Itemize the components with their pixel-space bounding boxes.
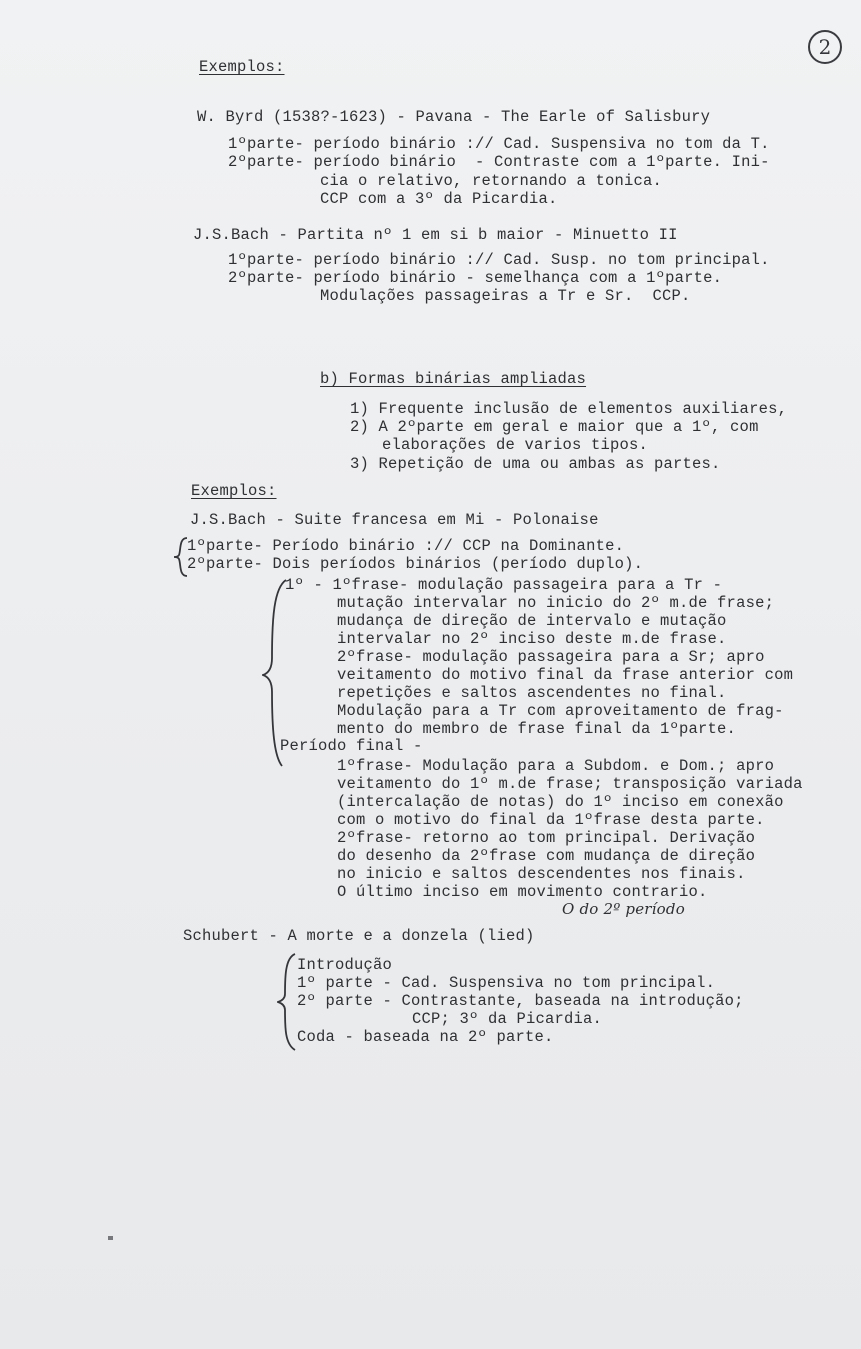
text-line-bach2-9: mento do membro de frase final da 1ºparte.: [337, 720, 737, 738]
text-line-bach2-title: J.S.Bach - Suite francesa em Mi - Polonaise: [190, 511, 599, 529]
text-line-byrd-title: W. Byrd (1538?-1623) - Pavana - The Earle of Salisbury: [197, 108, 711, 126]
text-line-bach1-p2: 2ºparte- período binário - semelhança com a 1ºparte.: [228, 269, 723, 287]
text-line-exemplos-2: Exemplos:: [191, 482, 277, 500]
text-line-pf-1: 1ºfrase- Modulação para a Subdom. e Dom.; apro: [337, 757, 775, 775]
text-line-bach2-4: intervalar no 2º inciso deste m.de frase.: [337, 630, 727, 648]
text-line-schubert-2: 1º parte - Cad. Suspensiva no tom principal.: [297, 974, 716, 992]
text-line-schubert-1: Introdução: [297, 956, 393, 974]
text-line-bach1-p2b: Modulações passageiras a Tr e Sr. CCP.: [320, 287, 691, 305]
text-line-bach2-7: repetições e saltos ascendentes no final.: [337, 684, 727, 702]
text-line-pf-title: Período final -: [280, 737, 423, 755]
text-line-schubert-5: Coda - baseada na 2º parte.: [297, 1028, 554, 1046]
text-line-byrd-p2c: CCP com a 3º da Picardia.: [320, 190, 558, 208]
text-line-b-2: 2) A 2ºparte em geral e maior que a 1º, com: [350, 418, 759, 436]
text-line-pf-5: 2ºfrase- retorno ao tom principal. Derivação: [337, 829, 756, 847]
text-line-bach2-6: veitamento do motivo final da frase anterior com: [337, 666, 794, 684]
text-line-bach2-p2: 2ºparte- Dois períodos binários (período duplo).: [187, 555, 644, 573]
text-line-pf-hand: O do 2º período: [562, 900, 685, 918]
text-line-pf-8: O último inciso em movimento contrario.: [337, 883, 708, 901]
page-number-badge: 2: [808, 30, 842, 64]
text-line-exemplos-1: Exemplos:: [199, 58, 285, 76]
paper-speck: [108, 1236, 113, 1240]
text-line-bach1-title: J.S.Bach - Partita nº 1 em si b maior - Minuetto II: [193, 226, 678, 244]
text-line-b-3: 3) Repetição de uma ou ambas as partes.: [350, 455, 721, 473]
text-line-bach1-p1: 1ºparte- período binário :// Cad. Susp. no tom principal.: [228, 251, 770, 269]
text-line-bach2-3: mudança de direção de intervalo e mutação: [337, 612, 727, 630]
text-line-pf-3: (intercalação de notas) do 1º inciso em conexão: [337, 793, 784, 811]
text-line-bach2-2: mutação intervalar no inicio do 2º m.de frase;: [337, 594, 775, 612]
text-line-b-1: 1) Frequente inclusão de elementos auxiliares,: [350, 400, 788, 418]
text-line-pf-2: veitamento do 1º m.de frase; transposição variada: [337, 775, 803, 793]
text-line-b-2b: elaborações de varios tipos.: [382, 436, 649, 454]
text-line-schubert-3: 2º parte - Contrastante, baseada na introdução;: [297, 992, 744, 1010]
text-line-pf-6: do desenho da 2ºfrase com mudança de direção: [337, 847, 756, 865]
text-line-byrd-p1: 1ºparte- período binário :// Cad. Suspensiva no tom da T.: [228, 135, 770, 153]
text-line-b-title: b) Formas binárias ampliadas: [320, 370, 587, 388]
text-line-bach2-1: 1º - 1ºfrase- modulação passageira para a Tr -: [285, 576, 723, 594]
text-line-byrd-p2: 2ºparte- período binário - Contraste com a 1ºparte. Ini-: [228, 153, 770, 171]
text-line-bach2-8: Modulação para a Tr com aproveitamento de frag-: [337, 702, 784, 720]
text-line-schubert-title: Schubert - A morte e a donzela (lied): [183, 927, 535, 945]
text-line-pf-7: no inicio e saltos descendentes nos finais.: [337, 865, 746, 883]
text-line-bach2-p1: 1ºparte- Período binário :// CCP na Dominante.: [187, 537, 625, 555]
text-line-bach2-5: 2ºfrase- modulação passageira para a Sr; apro: [337, 648, 765, 666]
text-line-pf-4: com o motivo do final da 1ºfrase desta parte.: [337, 811, 765, 829]
text-line-byrd-p2b: cia o relativo, retornando a tonica.: [320, 172, 663, 190]
text-line-schubert-4: CCP; 3º da Picardia.: [412, 1010, 603, 1028]
